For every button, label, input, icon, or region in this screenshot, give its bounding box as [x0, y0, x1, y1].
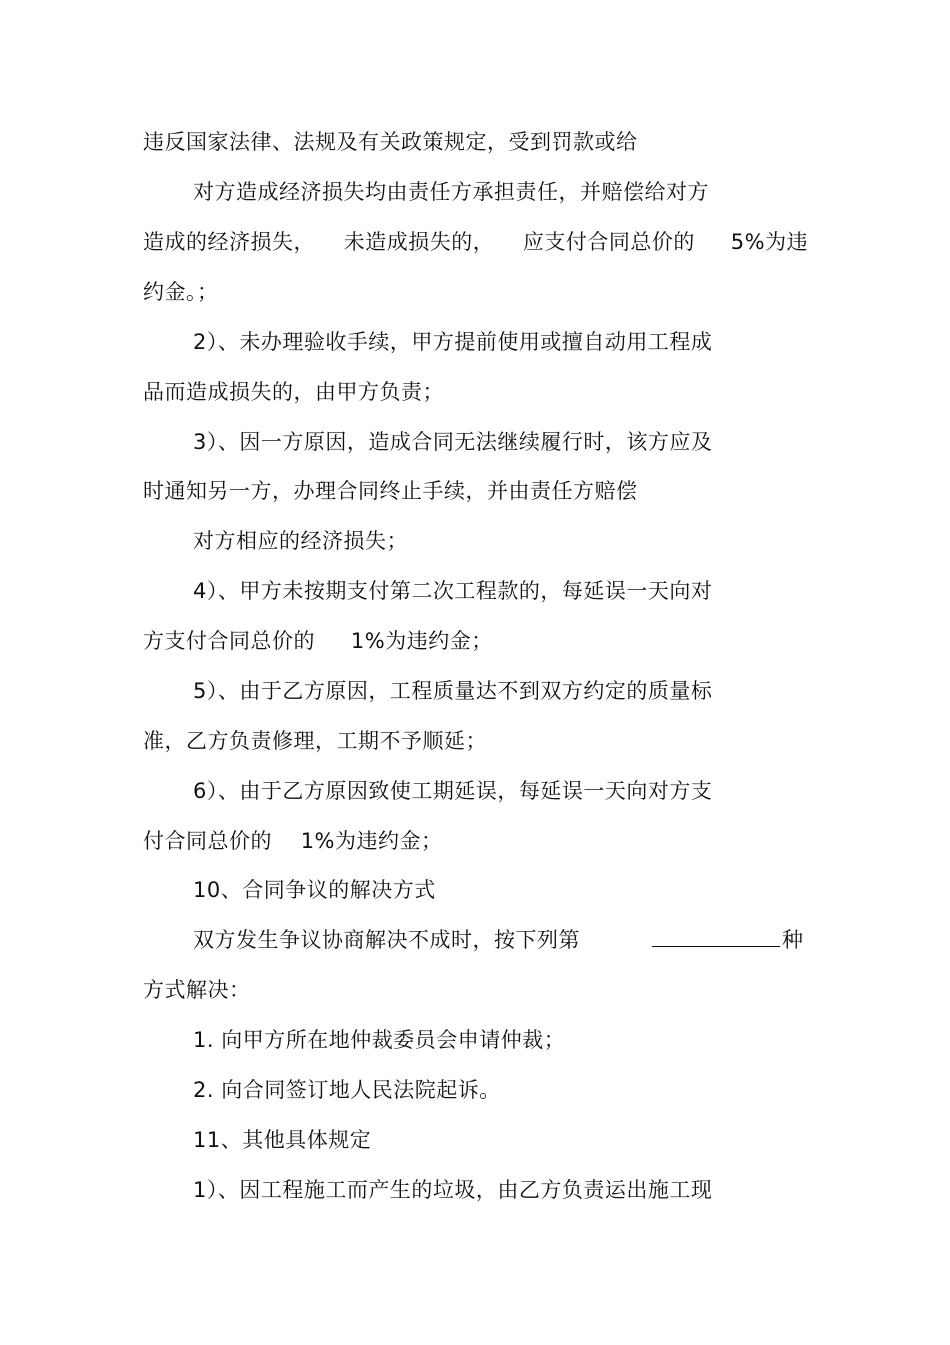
text-line: 1）、因工程施工而产生的垃圾，由乙方负责运出施工现 — [193, 1178, 713, 1202]
text-line: 对方造成经济损失均由责任方承担责任，并赔偿给对方 — [193, 180, 709, 204]
text-line: 品而造成损失的，由甲方负责； — [143, 380, 444, 404]
text-line: 方支付合同总价的 1%为违约金； — [143, 629, 493, 653]
text-line: 方式解决： — [143, 978, 251, 1002]
text-line: 6）、由于乙方原因致使工期延误，每延误一天向对方支 — [193, 779, 713, 803]
text-line: 造成的经济损失， 未造成损失的， 应支付合同总价的 5%为违 — [143, 230, 809, 254]
text-line: 3）、因一方原因，造成合同无法继续履行时，该方应及 — [193, 430, 713, 454]
text-line: 付合同总价的 1%为违约金； — [143, 829, 443, 853]
text-line: 双方发生争议协商解决不成时，按下列第 — [193, 928, 580, 952]
text-line: 准，乙方负责修理，工期不予顺延； — [143, 729, 487, 753]
fill-in-blank — [652, 926, 780, 954]
text-line: 违反国家法律、法规及有关政策规定，受到罚款或给 — [143, 130, 638, 154]
text-line: 时通知另一方，办理合同终止手续，并由责任方赔偿 — [143, 479, 638, 503]
text-line: 2）、未办理验收手续，甲方提前使用或擅自动用工程成 — [193, 330, 713, 354]
section-heading: 11、其他具体规定 — [193, 1128, 372, 1152]
text-line: 4）、甲方未按期支付第二次工程款的，每延误一天向对 — [193, 579, 713, 603]
text-line: 种 — [782, 928, 804, 952]
text-line: 对方相应的经济损失； — [193, 529, 408, 553]
text-line: 约金。； — [143, 280, 219, 304]
section-heading: 10、合同争议的解决方式 — [193, 878, 436, 902]
list-item: 2. 向合同签订地人民法院起诉。 — [193, 1078, 501, 1102]
text-line: 5）、由于乙方原因，工程质量达不到双方约定的质量标 — [193, 679, 713, 703]
list-item: 1. 向甲方所在地仲裁委员会申请仲裁； — [193, 1028, 566, 1052]
